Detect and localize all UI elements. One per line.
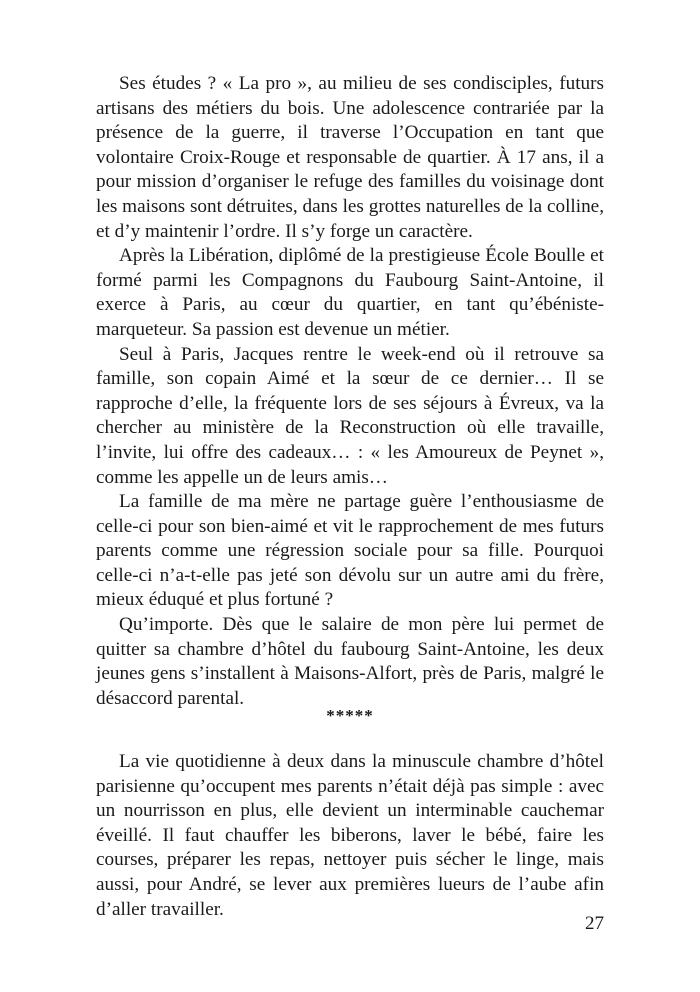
section-separator: ***** <box>326 706 374 725</box>
paragraph: Ses études ? « La pro », au milieu de ses condisciples, futurs artisans des métiers du bois. Une adolescence contrariée par la présence de la guerre, il traverse l’Occupation en tant que volontaire Croix-Rouge et responsable de quartier. À 17 ans, il a pour mission d’organiser le refuge des familles du voisinage dont les maisons sont détruites, dans les grottes naturelles de la colline, et d’y maintenir l’ordre. Il s’y forge un caractère. <box>96 73 604 242</box>
body-text-bottom <box>96 750 604 922</box>
paragraph: Qu’importe. Dès que le salaire de mon père lui permet de quitter sa chambre d’hôtel du faubourg Saint-Antoine, les deux jeunes gens s’installent à Maisons-Alfort, près de Paris, malgré le désaccord parental. <box>96 614 604 709</box>
paragraph: La vie quotidienne à deux dans la minuscule chambre d’hôtel parisienne qu’occupent mes parents n’était déjà pas simple : avec un nourrisson en plus, elle devient un interminable cauchemar éveillé. Il faut chauffer les biberons, laver le bébé, faire les courses, préparer les repas, nettoyer puis sécher le linge, mais aussi, pour André, se lever aux premières lueurs de l’aube afin d’aller travailler. <box>96 751 604 920</box>
body-text-top <box>96 72 604 711</box>
paragraph: Après la Libération, diplômé de la prestigieuse École Boulle et formé parmi les Compagnons du Faubourg Saint-Antoine, il exerce à Paris, au cœur du quartier, en tant qu’ébéniste-marqueteur. Sa passion est devenue un métier. <box>96 245 604 340</box>
paragraph: Seul à Paris, Jacques rentre le week-end où il retrouve sa famille, son copain Aimé et la sœur de ce dernier… Il se rapproche d’elle, la fréquente lors de ses séjours à Évreux, va la chercher au ministère de la Reconstruction où elle travaille, l’invite, lui offre des cadeaux… : « les Amoureux de Peynet », comme les appelle un de leurs amis… <box>96 343 604 488</box>
paragraph: La famille de ma mère ne partage guère l’enthousiasme de celle-ci pour son bien-aimé et vit le rapprochement de mes futurs parents comme une régression sociale pour sa fille. Pourquoi celle-ci n’a-t-elle pas jeté son dévolu sur un autre ami du frère, mieux éduqué et plus fortuné ? <box>96 491 604 611</box>
page-number: 27 <box>585 913 604 934</box>
